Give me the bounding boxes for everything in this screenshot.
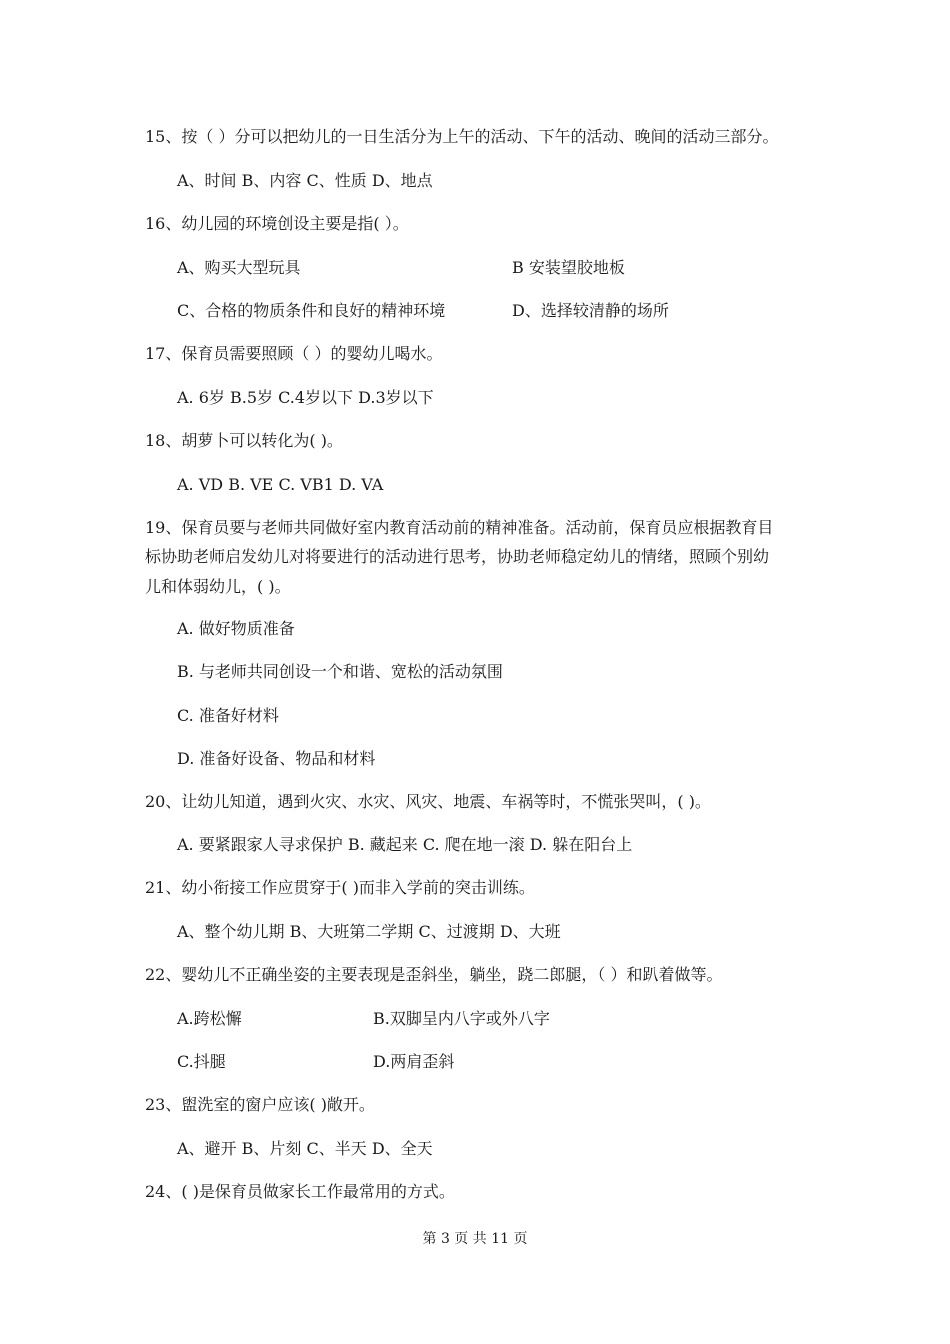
question-19-stem-line-3: 儿和体弱幼儿，( )。 (145, 577, 291, 596)
question-24-stem: 24、( )是保育员做家长工作最常用的方式。 (145, 1182, 455, 1201)
question-16-option-d: D、选择较清静的场所 (512, 301, 669, 320)
question-19-stem-line-1: 19、保育员要与老师共同做好室内教育活动前的精神准备。活动前，保育员应根据教育目 (145, 518, 774, 537)
question-22-option-b: B.双脚呈内八字或外八字 (373, 1009, 550, 1028)
question-19-option-d: D. 准备好设备、物品和材料 (177, 749, 376, 768)
question-18-options: A. VD B. VE C. VB1 D. VA (177, 475, 384, 494)
question-16-option-c: C、合格的物质条件和良好的精神环境 (177, 301, 446, 320)
question-16-option-b: B 安装望胶地板 (512, 258, 625, 277)
question-16-stem: 16、幼儿园的环境创设主要是指( ）。 (145, 214, 409, 233)
question-17-options: A. 6岁 B.5岁 C.4岁以下 D.3岁以下 (177, 388, 434, 407)
question-17-stem: 17、保育员需要照顾（ ）的婴幼儿喝水。 (145, 344, 443, 363)
question-21-options: A、整个幼儿期 B、大班第二学期 C、过渡期 D、大班 (177, 922, 561, 941)
question-19-stem-line-2: 标协助老师启发幼儿对将要进行的活动进行思考，协助老师稳定幼儿的情绪，照顾个别幼 (145, 547, 770, 566)
question-18-stem: 18、胡萝卜可以转化为( )。 (145, 431, 343, 450)
question-23-options: A、避开 B、片刻 C、半天 D、全天 (177, 1139, 433, 1158)
question-19-option-b: B. 与老师共同创设一个和谐、宽松的活动氛围 (177, 662, 503, 681)
question-21-stem: 21、幼小衔接工作应贯穿于( )而非入学前的突击训练。 (145, 878, 535, 897)
question-23-stem: 23、盥洗室的窗户应该( )敞开。 (145, 1095, 375, 1114)
question-15-stem: 15、按（ ）分可以把幼儿的一日生活分为上午的活动、下午的活动、晚间的活动三部分。 (145, 127, 779, 146)
question-22-option-d: D.两肩歪斜 (373, 1052, 455, 1071)
question-22-option-a: A.跨松懈 (177, 1009, 242, 1028)
question-22-stem: 22、婴幼儿不正确坐姿的主要表现是歪斜坐，躺坐，跷二郎腿，（ ）和趴着做等。 (145, 965, 723, 984)
question-15-options: A、时间 B、内容 C、性质 D、地点 (177, 171, 433, 190)
question-16-option-a: A、购买大型玩具 (177, 258, 301, 277)
question-19-option-c: C. 准备好材料 (177, 706, 279, 725)
page-footer: 第 3 页 共 11 页 (422, 1231, 528, 1247)
question-20-stem: 20、让幼儿知道，遇到火灾、水灾、风灾、地震、车祸等时，不慌张哭叫，( )。 (145, 792, 711, 811)
question-20-options: A. 要紧跟家人寻求保护 B. 藏起来 C. 爬在地一滚 D. 躲在阳台上 (177, 835, 633, 854)
question-22-option-c: C.抖腿 (177, 1052, 226, 1071)
question-19-option-a: A. 做好物质准备 (177, 619, 295, 638)
